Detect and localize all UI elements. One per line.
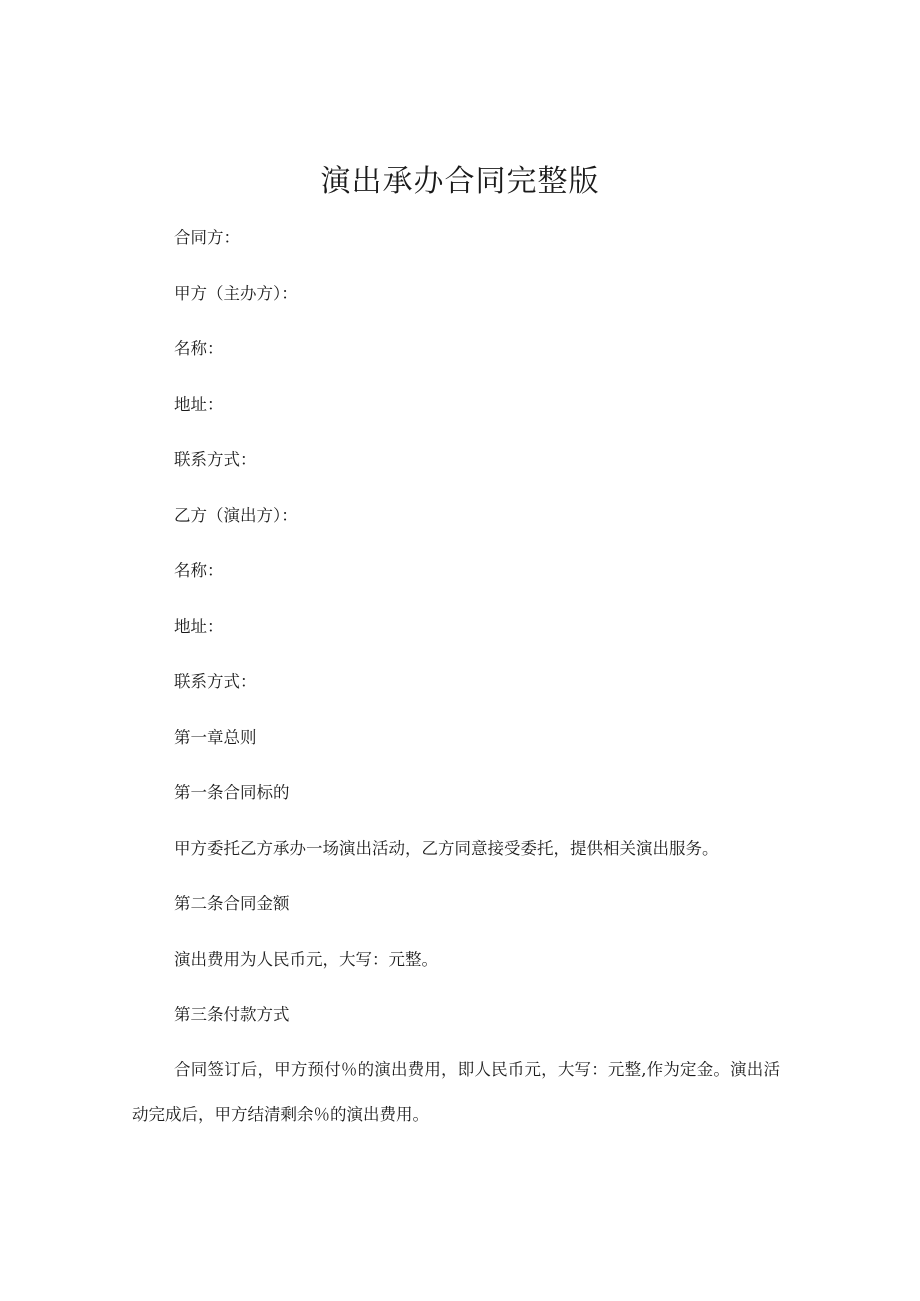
party-b-name-label: 名称： [174,561,224,580]
party-a-name-label: 名称： [174,339,224,358]
article-three-body: 合同签订后，甲方预付％的演出费用，即人民币元，大写：元整,作为定金。演出活动完成后，甲方结清剩余％的演出费用。 [132,1060,780,1124]
article-one-body: 甲方委托乙方承办一场演出活动，乙方同意接受委托，提供相关演出服务。 [174,839,719,858]
article-two-heading: 第二条合同金额 [174,894,290,913]
chapter-one-heading: 第一章总则 [174,728,257,747]
party-a-address-label: 地址： [174,395,224,414]
party-a-heading: 甲方（主办方）： [174,284,298,303]
article-three-heading: 第三条付款方式 [174,1005,290,1024]
article-two-body: 演出费用为人民币元，大写：元整。 [174,950,438,969]
party-a-contact-label: 联系方式： [174,450,257,469]
party-b-heading: 乙方（演出方）： [174,506,298,525]
document-title: 演出承办合同完整版 [320,164,600,199]
party-b-address-label: 地址： [174,617,224,636]
party-b-contact-label: 联系方式： [174,672,257,691]
article-one-heading: 第一条合同标的 [174,783,290,802]
contract-parties-label: 合同方： [174,228,240,247]
